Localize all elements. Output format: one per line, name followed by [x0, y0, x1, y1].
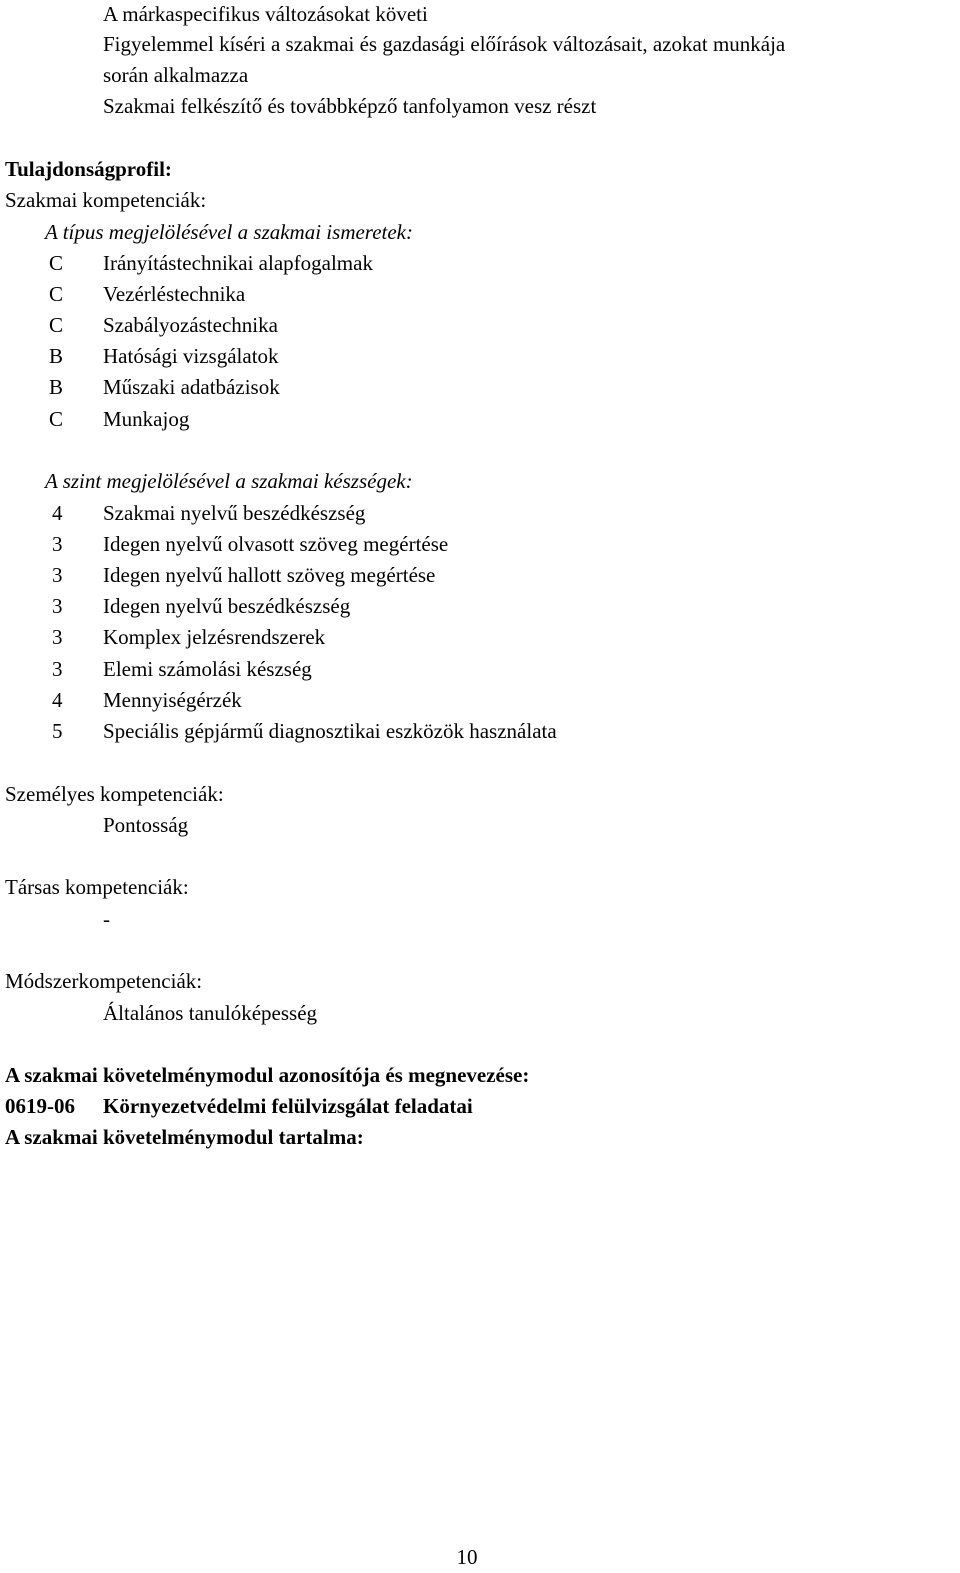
skill-level: 4 — [52, 688, 63, 712]
skills-heading: A szint megjelölésével a szakmai készségek: — [45, 469, 413, 493]
module-code: 0619-06 — [5, 1094, 75, 1118]
skill-level: 5 — [52, 719, 63, 743]
module-id-heading: A szakmai követelménymodul azonosítója és megnevezése: — [5, 1063, 530, 1087]
social-competences-label: Társas kompetenciák: — [5, 875, 189, 899]
skill-text: Idegen nyelvű beszédkészség — [103, 594, 351, 618]
skill-text: Szakmai nyelvű beszédkészség — [103, 501, 366, 525]
knowledge-text: Hatósági vizsgálatok — [103, 344, 279, 368]
module-name: Környezetvédelmi felülvizsgálat feladatai — [103, 1094, 473, 1118]
module-content-heading: A szakmai követelménymodul tartalma: — [5, 1125, 364, 1149]
social-competences-value: - — [103, 907, 110, 931]
method-competences-label: Módszerkompetenciák: — [5, 969, 203, 993]
intro-line: során alkalmazza — [103, 63, 249, 87]
intro-line: A márkaspecifikus változásokat követi — [103, 2, 428, 26]
knowledge-text: Műszaki adatbázisok — [103, 375, 280, 399]
skill-level: 4 — [52, 501, 63, 525]
knowledge-heading: A típus megjelölésével a szakmai ismeretek: — [45, 220, 413, 244]
skill-level: 3 — [52, 563, 63, 587]
professional-competences-label: Szakmai kompetenciák: — [5, 188, 207, 212]
knowledge-code: C — [49, 407, 64, 431]
skill-text: Elemi számolási készség — [103, 657, 312, 681]
skill-text: Mennyiségérzék — [103, 688, 242, 712]
skill-text: Speciális gépjármű diagnosztikai eszközök használata — [103, 719, 557, 743]
intro-line: Szakmai felkészítő és továbbképző tanfolyamon vesz részt — [103, 94, 597, 118]
skill-level: 3 — [52, 625, 63, 649]
knowledge-code: B — [49, 375, 64, 399]
knowledge-text: Irányítástechnikai alapfogalmak — [103, 251, 373, 275]
skill-text: Idegen nyelvű olvasott szöveg megértése — [103, 532, 449, 556]
skill-level: 3 — [52, 532, 63, 556]
personal-competences-value: Pontosság — [103, 813, 189, 837]
knowledge-code: B — [49, 344, 64, 368]
skill-text: Idegen nyelvű hallott szöveg megértése — [103, 563, 436, 587]
intro-line: Figyelemmel kíséri a szakmai és gazdasági előírások változásait, azokat munkája — [103, 32, 786, 56]
personal-competences-label: Személyes kompetenciák: — [5, 782, 224, 806]
page-number: 10 — [456, 1545, 478, 1569]
knowledge-code: C — [49, 313, 64, 337]
method-competences-value: Általános tanulóképesség — [103, 1001, 318, 1025]
skill-level: 3 — [52, 594, 63, 618]
skill-level: 3 — [52, 657, 63, 681]
knowledge-text: Munkajog — [103, 407, 190, 431]
knowledge-text: Szabályozástechnika — [103, 313, 278, 337]
profile-heading: Tulajdonságprofil: — [5, 157, 172, 181]
knowledge-text: Vezérléstechnika — [103, 282, 246, 306]
knowledge-code: C — [49, 282, 64, 306]
skill-text: Komplex jelzésrendszerek — [103, 625, 326, 649]
knowledge-code: C — [49, 251, 64, 275]
